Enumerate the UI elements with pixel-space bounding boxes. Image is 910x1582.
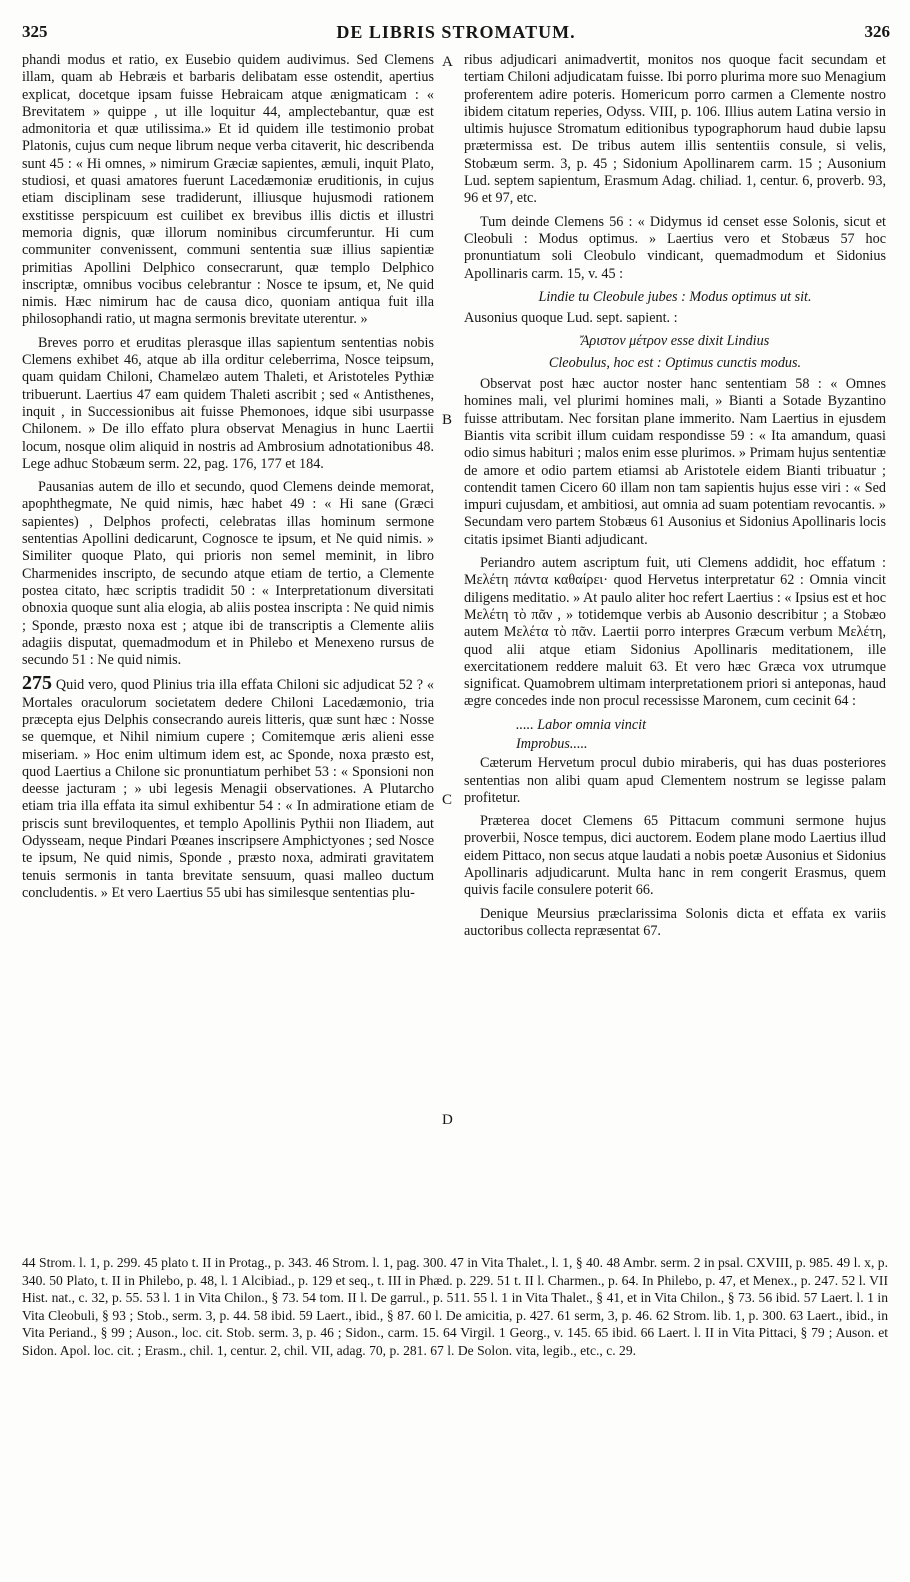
right-paragraph-3: Ausonius quoque Lud. sept. sapient. : (464, 310, 678, 327)
right-column (464, 52, 886, 946)
margin-letter-d: D (442, 1112, 453, 1128)
verse-line-5: Improbus..... (516, 735, 588, 752)
left-paragraph-2: Breves porro et eruditas plerasque illas sapientum sententias nobis Clemens exhibet 46, atque ab illa orditur celeberrima, Nosce teipsum, quam quidam Chiloni, Chamelæo autem Thaleti, et Aristoteles Pythiæ tribuerunt. Laertius 47 eam quidem Thaleti ascribit ; sed « Antisthenes, inquit , in Successionibus ait fuisse Phemonoes, idque sibi usurpasse Chilonem. » De illo effato plura observat Menagius in hunc Laertii locum, nosque olim aliquid in nostris ad Ambrosium adnotationibus 48. Lege adhuc Stobæum serm. 22, pag. 176, 177 et 184. (22, 334, 434, 472)
margin-letters (438, 52, 462, 1252)
left-column (22, 52, 434, 908)
margin-letter-c: C (442, 792, 453, 808)
left-paragraph-3b-text: Quid vero, quod Plinius tria illa effata Chiloni sic adjudicat 52 ? « Mortales oraculorum societatem dedere Chiloni Lacedæmonio, tria præcepta ejus Delphis consecrando aureis litteris, quæ sunt hæc : Nosse se quemque, et Nihil nimium cupere ; Comitemque æris alieni esse miseriam. » Hoc enim ultimum idem est, ac Sponde, noxa præsto est, quod Laertius a Chilone sic pronuntiatum perhibet 53 : « Sponsioni non deesse jacturam ; » ubi legesis Menagii observationes. A Plutarcho etiam tria illa effata ita simul exhibentur 54 : « In admiratione etiam de priscis sunt breviloquentes, et templo Apollinis Pythii non Iliadem, aut Odysseam, neque Pindari Pœanes inscripsere Amphictyones ; sed Nosce te ipsum, Ne quid nimis, Sponde , præsto noxa, admirati gravitatem tenuis sermonis in tanta brevitate sensuum, quasi malleo ductum concludentis. » Et vero Laertius 55 ubi has similesque sententias plu- (22, 677, 435, 901)
verse-line-4: ..... Labor omnia vincit (516, 716, 647, 733)
right-paragraph-6: Cæterum Hervetum procul dubio miraberis, qui has duas posteriores sententias non alibi quam apud Clementem nostrum se legisse palam profitetur. (464, 755, 886, 806)
right-paragraph-8: Denique Meursius præclarissima Solonis dicta et effata ex variis auctoribus collecta repræsentat 67. (464, 905, 886, 939)
margin-letter-b: B (442, 412, 453, 428)
running-title: DE LIBRIS STROMATUM. (336, 22, 576, 42)
left-paragraph-1: phandi modus et ratio, ex Eusebio quidem audivimus. Sed Clemens illam, quam ab Hebræis et barbaris delibatam esse ostendit, apertius explicat, docetque ipsam fuisse Hebraicam atque ænigmaticam : « Brevitatem » quippe , ut ille loquitur 44, amplectebantur, quæ est admonitoria et quæ utilissima.» Et id quidem ille testimonio probat Platonis, cujus cum neque librum neque verba citaverit, hic describenda sunt 45 : « Hi omnes, » nimirum Græciæ sapientes, æmuli, inquit Plato, studiosi, et quasi amatores fuerunt Lacedæmoniæ eruditionis, in cujus etiam disciplinam sese tradiderunt, illiusque hujusmodi rationem exstitisse perspicuum est cuilibet ex brevibus illis dictis et illustri memoria dignis, quæ illorum nominibus circumferuntur. Hi cum communiter convenissent, communi sententia suæ illius sapientiæ primitias Apollini Delphico consecrarunt, quæ templo Delphico inscriptæ, omnibus vocibus celebrantur : Nosce te ipsum, et, Ne quid nimis. Hæc nimirum hac de causa dico, quoniam antiqua fuit illa philosophandi ratio, ut magna sermonis brevitate uterentur. » (22, 52, 434, 328)
right-paragraph-4: Observat post hæc auctor noster hanc sententiam 58 : « Omnes homines mali, vel plurimi homines mali, » Bianti a Sotade Byzantino fuisse attributam. Nec forsitan plane immerito. Nam Laertius in ejusdem Biantis vita scribit illum cuidam respondisse 59 : « Ita amandum, quasi odio simus habituri ; malos enim esse plurimos. » Primam hujus sententiæ de amore et odio partem etiamsi ab Aristotele eidem Bianti tribuatur ; contendit tamen Cicero 60 illam non tam sapientis hujus esse viri : « Sed impuri cujusdam, et ambitiosi, aut omnia ad suam potentiam revocantis. » Secundam vero partem Stobæus 61 Ausonius et Sidonius Apollinaris locis citatis ipsimet Bianti adjudicant. (464, 376, 886, 548)
verse-line-1: Lindie tu Cleobule jubes : Modus optimus ut sit. (538, 288, 812, 305)
section-number: 275 (22, 672, 52, 695)
right-paragraph-5: Periandro autem ascriptum fuit, uti Clemens addidit, hoc effatum : Μελέτη πάντα καθαίρει· quod Hervetus interpretatur 62 : Omnia vincit diligens meditatio. » At paulo aliter hoc refert Laertius : « Ipsius est et hoc Μελέτη τὸ πᾶν , » totidemque verbis ab Ausonio describitur ; a Stobæo autem Μελέτα τὸ πᾶν. Laertii porro interpres Græcum verbum Μελέτη, quod alii atque etiam Sidonius Apollinaris meditationem, ille exercitationem reddere maluit 63. Et vero hæc Græca vox utrumque significat. Quamobrem ultimam interpretationem priori si anteponas, haud ægre concedes inde non procul recessisse Maronem, cum cecinit 64 : (464, 555, 886, 710)
left-paragraph-3b (22, 672, 435, 902)
page-number-right: 326 (864, 22, 890, 41)
right-paragraph-1: ribus adjudicari animadvertit, monitos nos quoque facit secundam et tertiam Chiloni adjudicatam fuisse. Ibi porro plurima more suo Menagium proferentem adire poteris. Homericum porro carmen a Clemente nostro ibidem citatum reperies, Odyss. VIII, p. 106. Illius autem Latina versio in ultimis hujusce Stromatum editionibus typographorum haud dubie lapsu prætermissa est. De tribus autem illis sententiis consule, si velis, Stobæum serm. 3, p. 45 ; Sidonium Apollinarem carm. 15 ; Ausonium Lud. septem sapientum, Erasmum Adag. chiliad. 1, centur. 6, proverb. 93, 96 et 97, etc. (464, 52, 886, 207)
footnotes: 44 Strom. l. 1, p. 299. 45 plato t. II in Protag., p. 343. 46 Strom. l. 1, pag. 300. 47 in Vita Thalet., l. 1, § 40. 48 Ambr. serm. 2 in psal. CXVIII, p. 985. 49 l. x, p. 340. 50 Plato, t. II in Philebo, p. 48, l. 1 Alcibiad., p. 129 et seq., t. III in Phæd. p. 229. 51 t. II l. Charmen., p. 64. In Philebo, p. 47, et Menex., p. 247. 52 l. VII Hist. nat., c. 32, p. 55. 53 l. 1 in Vita Chilon., § 73. 54 tom. II l. De garrul., p. 511. 55 l. 1 in Vita Thalet., § 41, et in Vita Chilon., § 73. 56 ibid. 57 Laert. l. 1 in Vita Cleobuli, § 93 ; Stob., serm. 3, p. 44. 58 ibid. 59 Laert., ibid., § 87. 60 l. De amicitia, p. 427. 61 serm, 3, p. 46. 62 Strom. lib. 1, p. 300. 63 Laert., ibid., in Vita Periand., § 99 ; Auson., loc. cit. Stob. serm. 3, p. 46 ; Sidon., carm. 15. 64 Virgil. 1 Georg., v. 145. 65 ibid. 66 Laert. l. II in Vita Pittaci, § 79 ; Auson. et Sidon. Apol. loc. cit. ; Erasm., chil. 1, centur. 2, chil. VII, adag. 70, p. 281. 67 l. De Solon. vita, legib., etc., c. 29. (22, 1255, 888, 1358)
left-paragraph-3a: Pausanias autem de illo et secundo, quod Clemens deinde memorat, apophthegmate, Ne quid nimis, hæc habet 49 : « Hi sane (Græci sapientes) , Delphos profecti, celebratas illas hominum sermone sententias Apollini dedicarunt, Cognosce te ipsum, et Ne quid nimis. » Similiter quoque Plato, qui prioris non semel meminit, in libro Charmenides inscripto, de secundo atque etiam de tertio, a Clemente postea citato, hæc scriptis tradidit 50 : « Interpretationum diversitati obnoxia quoque sunt alia elogia, ab aliis postea inscripta : Ne quid nimis ; Sponde, præsto noxa est ; atque ibi de transcriptis a Clemente aliis adagiis disputat, quemadmodum et in Philebo et Menexeno rursus de secundo 51 : Ne quid nimis. (22, 479, 434, 669)
verse-line-2: Ἄριστον μέτρον esse dixit Lindius (580, 333, 770, 350)
right-paragraph-7: Præterea docet Clemens 65 Pittacum communi sermone hujus proverbii, Nosce tempus, dici auctorem. Eodem plane modo Laertius illud eidem Pittaco, non secus atque laudati a nobis poetæ Ausonius et Sidonius Apollinaris adjudicarunt. Multa hanc in rem congerit Erasmus, quem quivis facile consulere poterit 66. (464, 813, 886, 899)
right-paragraph-2: Tum deinde Clemens 56 : « Didymus id censet esse Solonis, sicut et Cleobuli : Modus optimus. » Laertius vero et Stobæus 57 hoc pronuntiatum soli Cleobulo vindicant, quemadmodum et Sidonius Apollinaris carm. 15, v. 45 : (464, 213, 886, 282)
running-header (22, 22, 890, 48)
margin-letter-a: A (442, 54, 453, 70)
verse-line-3: Cleobulus, hoc est : Optimus cunctis modus. (548, 354, 802, 371)
page-number-left: 325 (22, 22, 48, 41)
